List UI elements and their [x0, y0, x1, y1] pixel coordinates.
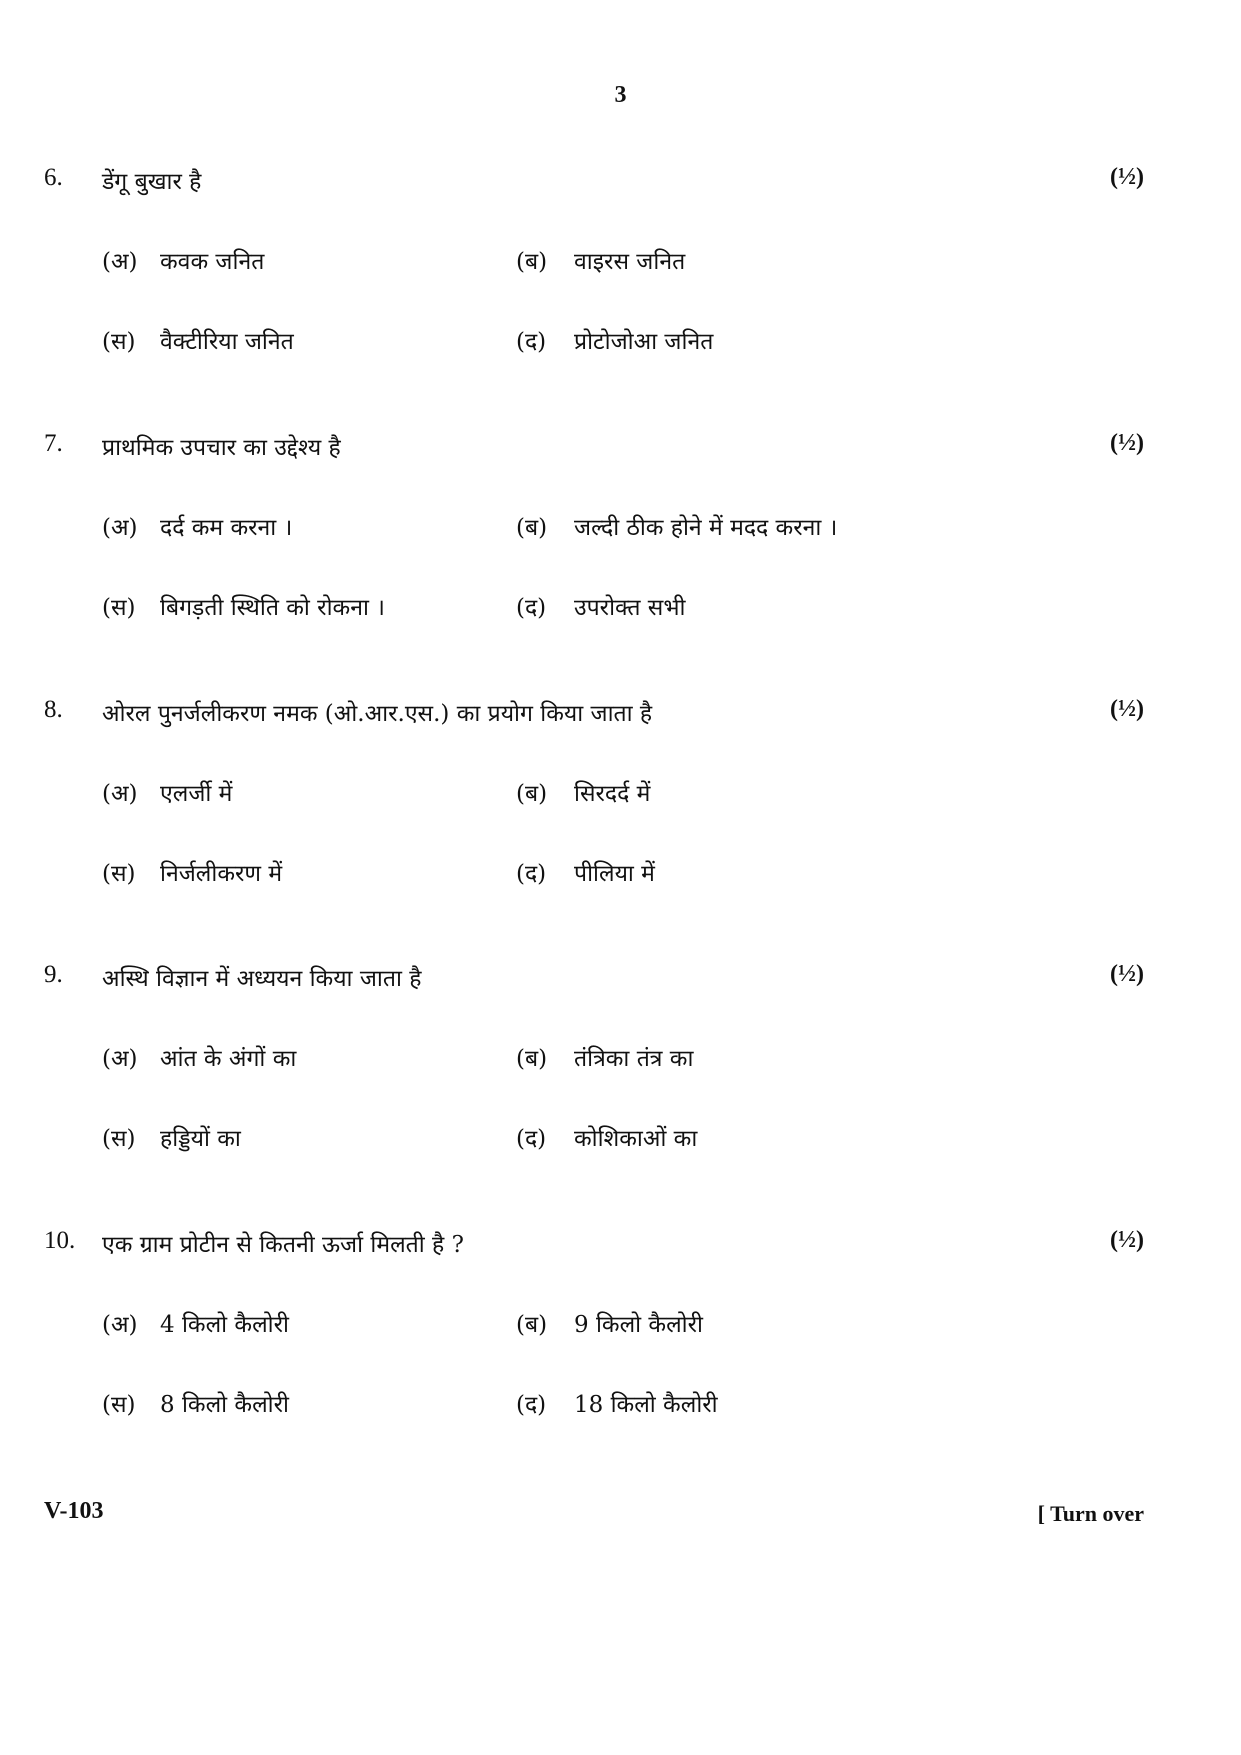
option-c	[102, 590, 385, 622]
question-marks: (½)	[1110, 1227, 1144, 1253]
question-7	[0, 430, 1241, 660]
option-label: (द)	[516, 861, 547, 887]
option-text: पीलिया में	[574, 861, 655, 887]
question-6	[0, 164, 1241, 394]
option-text: सिरदर्द में	[574, 781, 651, 807]
option-label: (द)	[516, 1392, 547, 1418]
paper-code: V-103	[44, 1498, 104, 1524]
option-label: (द)	[516, 595, 547, 621]
option-text: 18 किलो कैलोरी	[574, 1392, 718, 1418]
question-10	[0, 1227, 1241, 1457]
option-text: 9 किलो कैलोरी	[574, 1312, 704, 1338]
option-label: (ब)	[516, 249, 548, 275]
option-text: निर्जलीकरण में	[160, 861, 283, 887]
option-text: 4 किलो कैलोरी	[160, 1312, 290, 1338]
option-label: (ब)	[516, 781, 548, 807]
option-text: कोशिकाओं का	[574, 1126, 698, 1152]
question-text: अस्थि विज्ञान में अध्ययन किया जाता है	[102, 966, 422, 992]
option-text: 8 किलो कैलोरी	[160, 1392, 290, 1418]
question-text: ओरल पुनर्जलीकरण नमक (ओ.आर.एस.) का प्रयोग किया जाता है	[102, 701, 653, 727]
question-text: एक ग्राम प्रोटीन से कितनी ऊर्जा मिलती है ?	[102, 1232, 464, 1258]
option-b	[516, 1041, 693, 1073]
option-label: (ब)	[516, 1046, 548, 1072]
question-number: 7.	[44, 430, 63, 457]
question-number: 10.	[44, 1227, 76, 1254]
option-b	[516, 776, 650, 808]
option-d	[516, 1121, 697, 1153]
option-d	[516, 590, 685, 622]
option-text: वाइरस जनित	[574, 249, 686, 275]
option-text: तंत्रिका तंत्र का	[574, 1046, 694, 1072]
option-label: (स)	[102, 1392, 136, 1418]
option-text: बिगड़ती स्थिति को रोकना ।	[160, 595, 385, 621]
option-label: (ब)	[516, 515, 548, 541]
option-a	[102, 776, 232, 808]
option-label: (अ)	[102, 1312, 138, 1338]
option-text: जल्दी ठीक होने में मदद करना ।	[574, 515, 838, 541]
option-label: (स)	[102, 861, 136, 887]
option-c	[102, 324, 294, 356]
option-label: (अ)	[102, 249, 138, 275]
option-a	[102, 244, 264, 276]
option-text: हड्डियों का	[160, 1126, 241, 1152]
option-b	[516, 510, 837, 542]
option-c	[102, 856, 282, 888]
option-text: दर्द कम करना ।	[160, 515, 293, 541]
question-9	[0, 961, 1241, 1191]
option-d	[516, 324, 713, 356]
option-text: कवक जनित	[160, 249, 265, 275]
option-a	[102, 510, 292, 542]
option-c	[102, 1121, 241, 1153]
option-d	[516, 856, 655, 888]
option-label: (अ)	[102, 1046, 138, 1072]
page-number: 3	[614, 82, 627, 108]
option-text: एलर्जी में	[160, 781, 233, 807]
option-label: (द)	[516, 1126, 547, 1152]
option-b	[516, 1307, 703, 1339]
question-text: डेंगू बुखार है	[102, 169, 202, 195]
option-text: प्रोटोजोआ जनित	[574, 329, 714, 355]
question-text: प्राथमिक उपचार का उद्देश्य है	[102, 435, 341, 461]
option-label: (स)	[102, 329, 136, 355]
option-c	[102, 1387, 289, 1419]
question-marks: (½)	[1110, 430, 1144, 456]
question-marks: (½)	[1110, 164, 1144, 190]
option-b	[516, 244, 685, 276]
turn-over-note: [ Turn over	[1037, 1501, 1144, 1526]
option-label: (अ)	[102, 781, 138, 807]
question-8	[0, 696, 1241, 926]
option-label: (स)	[102, 1126, 136, 1152]
question-marks: (½)	[1110, 961, 1144, 987]
option-d	[516, 1387, 718, 1419]
option-text: आंत के अंगों का	[160, 1046, 297, 1072]
option-label: (स)	[102, 595, 136, 621]
option-a	[102, 1041, 296, 1073]
option-label: (अ)	[102, 515, 138, 541]
option-a	[102, 1307, 289, 1339]
question-number: 6.	[44, 164, 63, 191]
option-label: (द)	[516, 329, 547, 355]
question-marks: (½)	[1110, 696, 1144, 722]
option-text: उपरोक्त सभी	[574, 595, 686, 621]
option-text: वैक्टीरिया जनित	[160, 329, 294, 355]
question-number: 9.	[44, 961, 63, 988]
question-number: 8.	[44, 696, 63, 723]
option-label: (ब)	[516, 1312, 548, 1338]
